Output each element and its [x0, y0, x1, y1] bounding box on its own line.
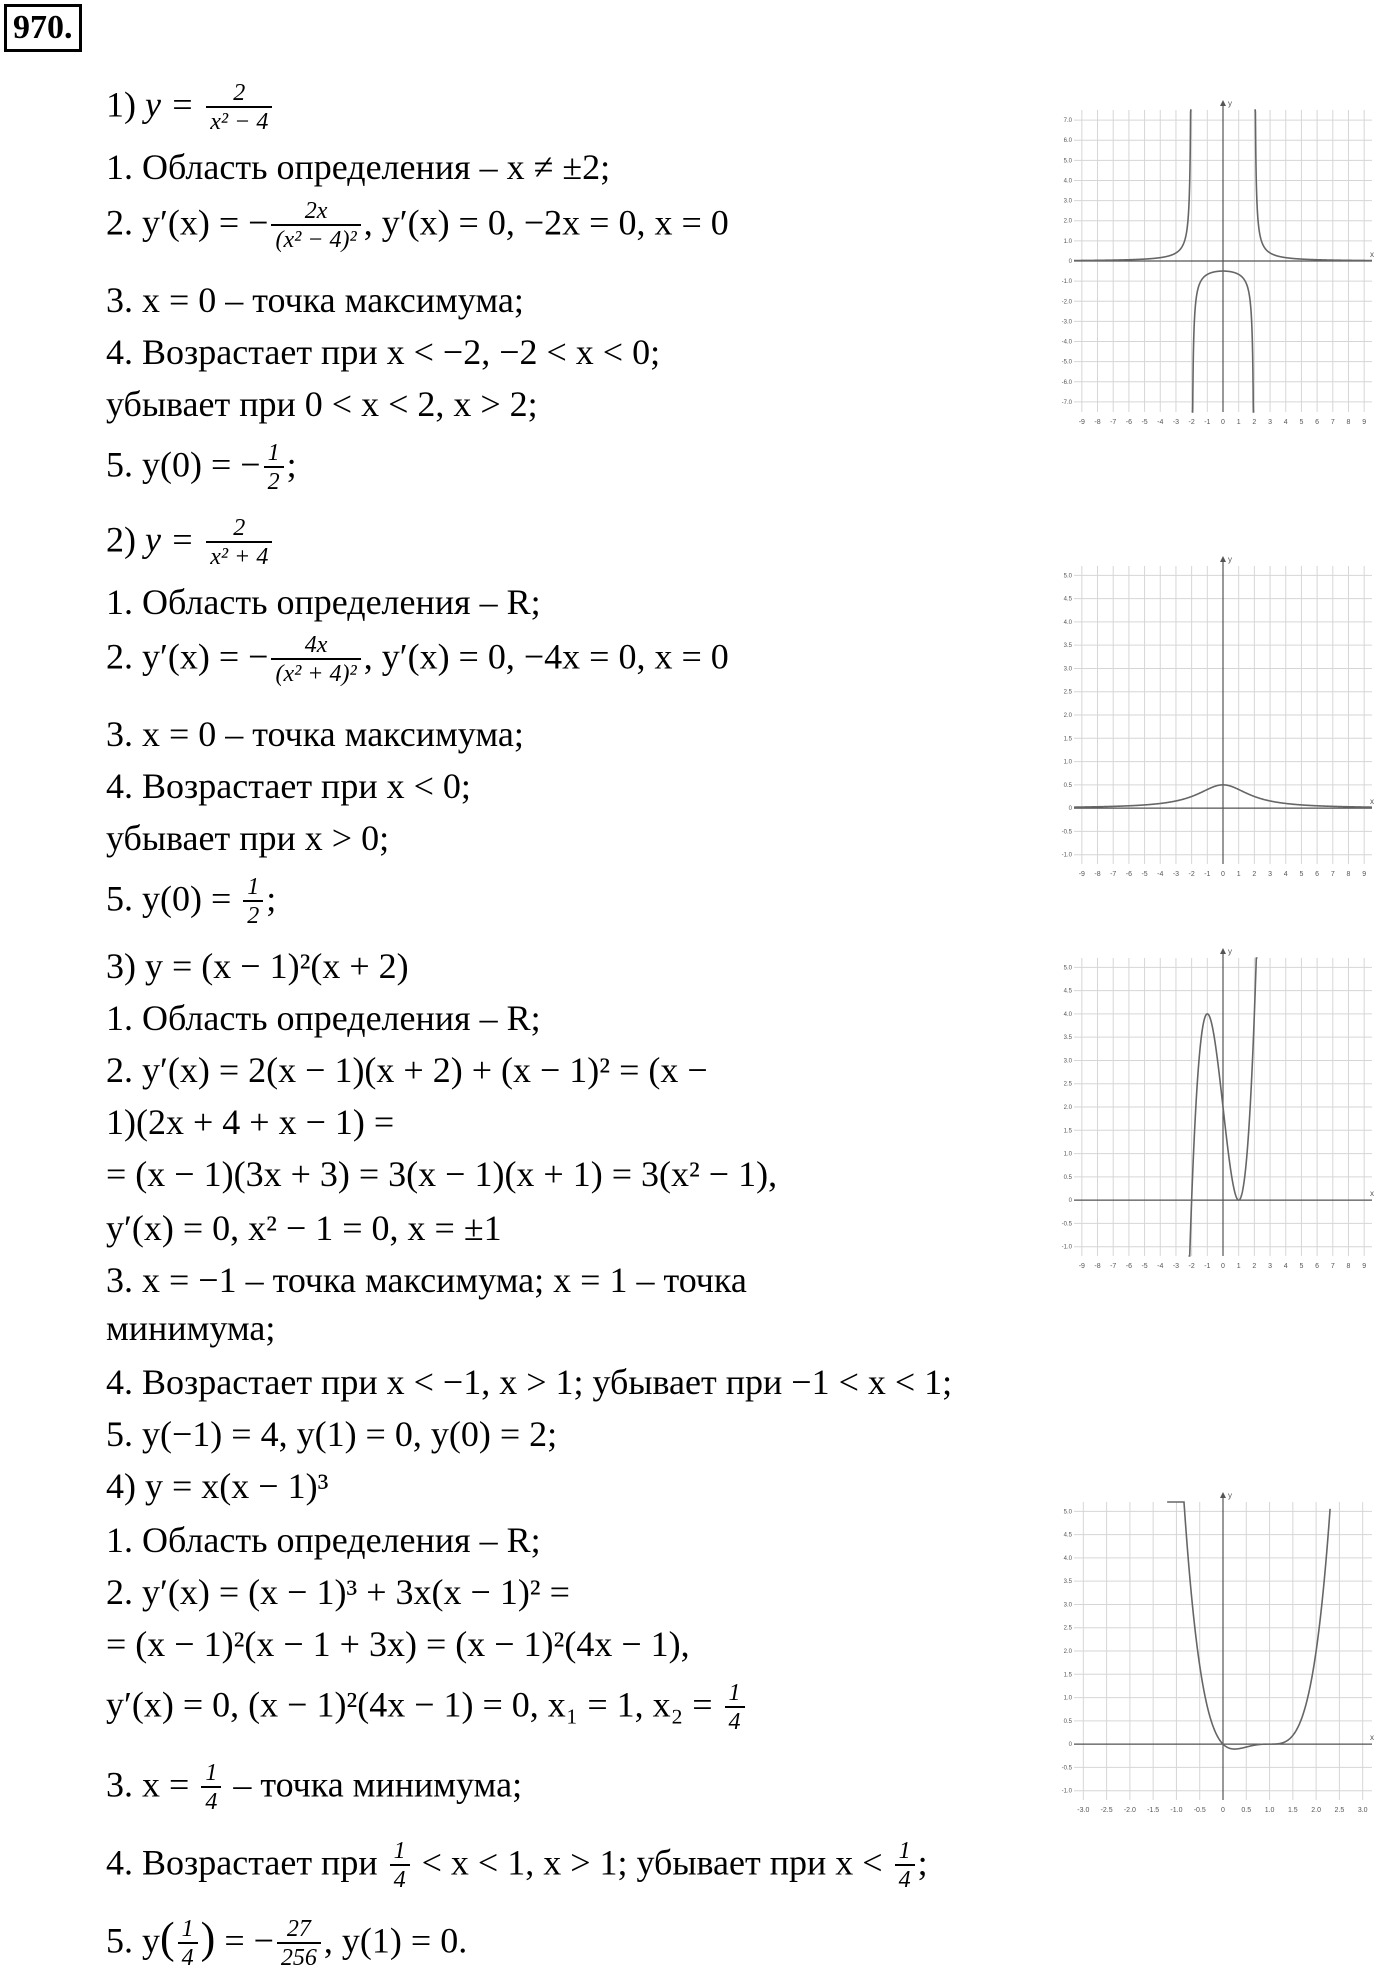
y-tick-label: 3.0: [1063, 1058, 1072, 1065]
y-tick-label: 5.0: [1063, 1509, 1072, 1516]
x-tick-label: -7: [1110, 419, 1117, 426]
part2-extremum: 3. x = 0 – точка максимума;: [106, 714, 524, 754]
x-tick-label: 9: [1362, 419, 1367, 426]
x-tick-label: 2: [1252, 871, 1257, 878]
part1-value-fraction: [264, 440, 284, 496]
fraction-denominator: 2: [247, 903, 260, 929]
y-tick-label: 4.5: [1063, 988, 1072, 995]
y-tick-label: 2.5: [1063, 1081, 1072, 1088]
y-tick-label: 1.5: [1063, 736, 1072, 743]
x-tick-label: 4: [1283, 871, 1288, 878]
x-tick-label: -7: [1110, 1263, 1117, 1270]
fraction-denominator: 2: [267, 469, 280, 495]
y-axis-label: y: [1228, 1491, 1232, 1500]
x-tick-label: -4: [1157, 1263, 1164, 1270]
fraction-numerator: 27: [277, 1916, 321, 1944]
x-tick-label: -7: [1110, 871, 1117, 878]
y-tick-label: 5.0: [1063, 965, 1072, 972]
x-tick-label: -6: [1125, 419, 1133, 426]
x-tick-label: -3: [1172, 871, 1180, 878]
part3-derivative-line4: y′(x) = 0, x² − 1 = 0, x = ±1: [106, 1208, 502, 1248]
x-tick-label: 3: [1268, 419, 1273, 426]
part4-extremum-prefix: 3. x =: [106, 1764, 199, 1805]
x-tick-label: 0: [1221, 871, 1225, 878]
part4-monotonic: [106, 1838, 928, 1894]
fraction-numerator: 2: [206, 515, 272, 543]
part1-derivative-suffix: , y′(x) = 0, −2x = 0, x = 0: [363, 202, 729, 243]
part4-extremum: [106, 1760, 522, 1816]
x-tick-label: -9: [1078, 1263, 1085, 1270]
x-tick-label: 8: [1346, 419, 1351, 426]
x-tick-label: -6: [1125, 1263, 1133, 1270]
part1-value-prefix: 5. y(0) = −: [106, 444, 261, 485]
part1-derivative: [106, 198, 729, 254]
x-tick-label: 0: [1221, 1807, 1225, 1814]
y-tick-label: 0: [1068, 1742, 1072, 1749]
x-tick-label: 2.0: [1311, 1807, 1321, 1814]
graph-4-svg: [1060, 1488, 1386, 1818]
fraction-denominator: (x² + 4)²: [275, 661, 357, 687]
graph-3: [1060, 944, 1386, 1274]
y-tick-label: 7.0: [1063, 118, 1072, 125]
part4-monotonic-prefix: 4. Возрастает при: [106, 1842, 387, 1883]
part2-increasing: 4. Возрастает при x < 0;: [106, 766, 471, 806]
y-tick-label: 2.0: [1063, 1649, 1072, 1655]
part2-header-prefix: 2): [106, 519, 145, 560]
y-tick-label: 6.0: [1063, 138, 1072, 145]
part3-derivative-line2: 1)(2x + 4 + x − 1) =: [106, 1102, 395, 1142]
x-tick-label: -2.5: [1100, 1807, 1113, 1814]
y-tick-label: -3.0: [1061, 319, 1072, 326]
y-tick-label: 1.0: [1063, 759, 1072, 766]
y-tick-label: 3.0: [1063, 666, 1072, 673]
left-paren: (: [160, 1913, 175, 1963]
fraction-numerator: 2x: [271, 198, 360, 226]
y-tick-label: -0.5: [1061, 1221, 1072, 1228]
y-tick-label: 0.5: [1063, 1174, 1072, 1181]
y-tick-label: 4.0: [1063, 1011, 1072, 1018]
part1-header: [106, 80, 275, 136]
part2-value-suffix: ;: [266, 878, 277, 919]
graph-2: [1060, 552, 1386, 882]
x-tick-label: 8: [1346, 871, 1351, 878]
fraction-denominator: 4: [898, 1867, 911, 1893]
fraction-denominator: x² + 4: [210, 544, 269, 570]
part2-value: [106, 874, 276, 930]
x-tick-label: 0.5: [1241, 1807, 1252, 1814]
function-curve: [1074, 110, 1192, 261]
x-tick-label: 4: [1283, 1263, 1288, 1270]
part4-values-equals: = −: [215, 1920, 274, 1961]
fraction-denominator: 4: [393, 1867, 406, 1893]
y-tick-label: 0: [1068, 1198, 1072, 1205]
fraction-numerator: 1: [264, 440, 284, 468]
part4-domain: 1. Область определения – R;: [106, 1520, 541, 1560]
x-tick-label: -1: [1204, 871, 1211, 878]
part4-values-fraction: [277, 1916, 321, 1972]
x-tick-label: -5: [1141, 871, 1148, 878]
x-tick-label: 7: [1330, 871, 1335, 878]
y-tick-label: 1.5: [1063, 1128, 1072, 1135]
part2-value-prefix: 5. y(0) =: [106, 878, 241, 919]
fraction-denominator: (x² − 4)²: [275, 227, 357, 253]
function-curve: [1254, 110, 1372, 261]
part4-monotonic-middle: < x < 1, x > 1; убывает при x <: [412, 1842, 892, 1883]
x-tick-label: 7: [1330, 419, 1335, 426]
x-tick-label: -5: [1141, 1263, 1148, 1270]
x-tick-label: -9: [1078, 871, 1085, 878]
x-axis-label: x: [1370, 797, 1374, 807]
fraction-numerator: 1: [895, 1838, 915, 1866]
part1-value: [106, 440, 297, 496]
part3-derivative-line3: = (x − 1)(3x + 3) = 3(x − 1)(x + 1) = 3(x² − 1),: [106, 1154, 778, 1194]
graph-3-svg: [1060, 944, 1386, 1274]
right-paren: ): [200, 1913, 216, 1963]
y-tick-label: -1.0: [1061, 1244, 1072, 1251]
y-tick-label: 1.5: [1063, 1672, 1072, 1679]
part3-domain: 1. Область определения – R;: [106, 998, 541, 1038]
y-tick-label: 3.5: [1063, 643, 1072, 650]
x-tick-label: 0: [1221, 419, 1225, 426]
x-tick-label: 1: [1236, 1263, 1241, 1270]
part1-extremum: 3. x = 0 – точка максимума;: [106, 280, 524, 320]
y-axis-label: y: [1228, 947, 1232, 956]
x-tick-label: 1.0: [1264, 1807, 1275, 1814]
y-axis-arrow: [1220, 556, 1226, 562]
fraction-numerator: 1: [725, 1680, 745, 1708]
x-tick-label: 1: [1236, 419, 1241, 426]
part3-extremum-line1: 3. x = −1 – точка максимума; x = 1 – точка: [106, 1260, 747, 1300]
part1-value-suffix: ;: [286, 444, 297, 485]
x-tick-label: -2: [1188, 1263, 1195, 1270]
y-tick-label: -7.0: [1061, 399, 1072, 406]
part4-derivative-line3: [106, 1680, 748, 1736]
part4-values-argument-fraction: [178, 1916, 198, 1972]
part2-domain: 1. Область определения – R;: [106, 582, 541, 622]
y-tick-label: 3.0: [1063, 198, 1072, 205]
y-tick-label: 2.0: [1063, 218, 1072, 225]
x-tick-label: -4: [1157, 419, 1164, 426]
y-tick-label: 0.5: [1063, 782, 1072, 789]
y-tick-label: 2.5: [1063, 689, 1072, 696]
part3-values: 5. y(−1) = 4, y(1) = 0, y(0) = 2;: [106, 1414, 558, 1454]
part1-derivative-prefix: 2. y′(x) = −: [106, 202, 269, 243]
fraction-numerator: 1: [201, 1760, 221, 1788]
x-tick-label: 1.5: [1287, 1807, 1298, 1814]
y-tick-label: 3.5: [1063, 1579, 1072, 1586]
x-tick-label: -1.5: [1147, 1807, 1160, 1814]
part4-derivative-fraction: [725, 1680, 745, 1736]
y-tick-label: 1.0: [1063, 1151, 1072, 1158]
x-tick-label: 3.0: [1357, 1807, 1368, 1814]
part1-domain: 1. Область определения – x ≠ ±2;: [106, 147, 611, 187]
part4-monotonic-fraction-2: [895, 1838, 915, 1894]
x-tick-label: 2: [1252, 1263, 1257, 1270]
x-tick-label: 6: [1315, 419, 1320, 426]
part3-derivative-line1: 2. y′(x) = 2(x − 1)(x + 2) + (x − 1)² = (x −: [106, 1050, 708, 1090]
part2-derivative-prefix: 2. y′(x) = −: [106, 636, 269, 677]
y-tick-label: 4.5: [1063, 1532, 1072, 1539]
function-curve: [1167, 1502, 1330, 1749]
fraction-denominator: 256: [280, 1945, 317, 1971]
x-tick-label: -3: [1172, 1263, 1180, 1270]
y-tick-label: -2.0: [1061, 299, 1072, 306]
part3-header: 3) y = (x − 1)²(x + 2): [106, 946, 409, 986]
part4-derivative-line2: = (x − 1)²(x − 1 + 3x) = (x − 1)²(4x − 1),: [106, 1624, 690, 1664]
x-tick-label: 9: [1362, 871, 1367, 878]
y-tick-label: 4.5: [1063, 596, 1072, 603]
fraction-denominator: 4: [181, 1945, 194, 1971]
x-tick-label: 3: [1268, 871, 1273, 878]
y-axis-arrow: [1220, 948, 1226, 954]
x-tick-label: -2.0: [1123, 1807, 1136, 1814]
part1-header-y: y =: [145, 84, 204, 125]
x-tick-label: -4: [1157, 871, 1164, 878]
part2-header: [106, 515, 275, 571]
graph-4: [1060, 1488, 1386, 1818]
y-tick-label: 4.0: [1063, 1555, 1072, 1562]
y-tick-label: 2.5: [1063, 1625, 1072, 1632]
part4-monotonic-fraction-1: [390, 1838, 410, 1894]
part1-header-prefix: 1): [106, 84, 145, 125]
part2-header-y: y =: [145, 519, 204, 560]
y-tick-label: -4.0: [1061, 339, 1072, 346]
y-tick-label: 4.0: [1063, 178, 1072, 185]
problem-number: 970.: [4, 4, 82, 52]
y-tick-label: 1.0: [1063, 238, 1072, 245]
fraction-denominator: 4: [728, 1709, 741, 1735]
part4-values: [106, 1913, 468, 1972]
graph-1-svg: [1060, 96, 1386, 430]
y-tick-label: 4.0: [1063, 619, 1072, 626]
x-tick-label: -1: [1204, 419, 1211, 426]
fraction-denominator: x² − 4: [210, 109, 269, 135]
fraction-numerator: 1: [243, 874, 263, 902]
part4-values-prefix: 5. y: [106, 1920, 160, 1961]
y-axis-arrow: [1220, 100, 1226, 106]
x-tick-label: -3.0: [1077, 1807, 1090, 1814]
x-tick-label: 8: [1346, 1263, 1351, 1270]
y-tick-label: -1.0: [1061, 279, 1072, 286]
x-tick-label: -8: [1094, 1263, 1101, 1270]
x-tick-label: 6: [1315, 1263, 1320, 1270]
fraction-numerator: 1: [178, 1916, 198, 1944]
graph-2-svg: [1060, 552, 1386, 882]
part1-derivative-fraction: [271, 198, 360, 254]
part1-header-fraction: [206, 80, 272, 136]
y-axis-arrow: [1220, 1492, 1226, 1498]
x-tick-label: -3: [1172, 419, 1180, 426]
y-tick-label: 2.0: [1063, 1105, 1072, 1111]
x-tick-label: -6: [1125, 871, 1133, 878]
part4-values-suffix: , y(1) = 0.: [323, 1920, 468, 1961]
x-tick-label: 5: [1299, 871, 1304, 878]
part2-derivative: [106, 632, 729, 688]
y-tick-label: 0: [1068, 259, 1072, 265]
y-tick-label: 1.0: [1063, 1695, 1072, 1702]
x-tick-label: -5: [1141, 419, 1148, 426]
part3-monotonic: 4. Возрастает при x < −1, x > 1; убывает при −1 < x < 1;: [106, 1362, 953, 1402]
x-tick-label: -1.0: [1170, 1807, 1183, 1814]
part4-header: 4) y = x(x − 1)³: [106, 1466, 329, 1506]
x-tick-label: 9: [1362, 1263, 1367, 1270]
part3-extremum-line2: минимума;: [106, 1308, 276, 1348]
x-tick-label: -0.5: [1193, 1807, 1206, 1814]
x-axis-label: x: [1370, 1733, 1374, 1743]
x-tick-label: 3: [1268, 1263, 1273, 1270]
y-tick-label: 3.0: [1063, 1602, 1072, 1609]
y-axis-label: y: [1228, 555, 1232, 564]
y-tick-label: -0.5: [1061, 829, 1072, 836]
x-tick-label: 6: [1315, 871, 1320, 878]
x-tick-label: 5: [1299, 1263, 1304, 1270]
y-tick-label: -1.0: [1061, 852, 1072, 859]
x-tick-label: -1: [1204, 1263, 1211, 1270]
y-tick-label: -0.5: [1061, 1765, 1072, 1772]
y-tick-label: 5.0: [1063, 573, 1072, 580]
x-tick-label: -9: [1078, 419, 1085, 426]
x-tick-label: -2: [1188, 419, 1195, 426]
graph-1: [1060, 96, 1386, 430]
x-tick-label: 0: [1221, 1263, 1225, 1270]
x-tick-label: -8: [1094, 419, 1101, 426]
x-axis-label: x: [1370, 250, 1374, 259]
y-tick-label: 0.5: [1063, 1718, 1072, 1725]
part4-extremum-suffix: – точка минимума;: [224, 1764, 523, 1805]
x-tick-label: 4: [1283, 419, 1288, 426]
part1-increasing: 4. Возрастает при x < −2, −2 < x < 0;: [106, 332, 661, 372]
part4-extremum-fraction: [201, 1760, 221, 1816]
y-axis-label: y: [1228, 99, 1232, 108]
part4-monotonic-suffix: ;: [917, 1842, 928, 1883]
x-tick-label: 7: [1330, 1263, 1335, 1270]
part2-header-fraction: [206, 515, 272, 571]
x-axis-label: x: [1370, 1189, 1374, 1199]
x-tick-label: 2: [1252, 419, 1257, 426]
part4-derivative-line1: 2. y′(x) = (x − 1)³ + 3x(x − 1)² =: [106, 1572, 570, 1612]
y-tick-label: 3.5: [1063, 1035, 1072, 1042]
fraction-denominator: 4: [205, 1789, 218, 1815]
fraction-numerator: 4x: [271, 632, 360, 660]
y-tick-label: 2.0: [1063, 713, 1072, 719]
x-tick-label: 2.5: [1334, 1807, 1345, 1814]
y-tick-label: -6.0: [1061, 379, 1072, 386]
part2-derivative-fraction: [271, 632, 360, 688]
part4-derivative-line3-prefix: y′(x) = 0, (x − 1)²(4x − 1) = 0, x₁ = 1, x₂ =: [106, 1684, 722, 1725]
y-tick-label: 0: [1068, 806, 1072, 813]
y-tick-label: 5.0: [1063, 158, 1072, 165]
x-tick-label: -2: [1188, 871, 1195, 878]
part2-derivative-suffix: , y′(x) = 0, −4x = 0, x = 0: [363, 636, 729, 677]
x-tick-label: 5: [1299, 419, 1304, 426]
y-tick-label: -1.0: [1061, 1788, 1072, 1795]
part2-value-fraction: [243, 874, 263, 930]
fraction-numerator: 2: [206, 80, 272, 108]
fraction-numerator: 1: [390, 1838, 410, 1866]
y-tick-label: -5.0: [1061, 359, 1072, 366]
part2-decreasing: убывает при x > 0;: [106, 818, 390, 858]
x-tick-label: -8: [1094, 871, 1101, 878]
x-tick-label: 1: [1236, 871, 1241, 878]
part1-decreasing: убывает при 0 < x < 2, x > 2;: [106, 384, 538, 424]
